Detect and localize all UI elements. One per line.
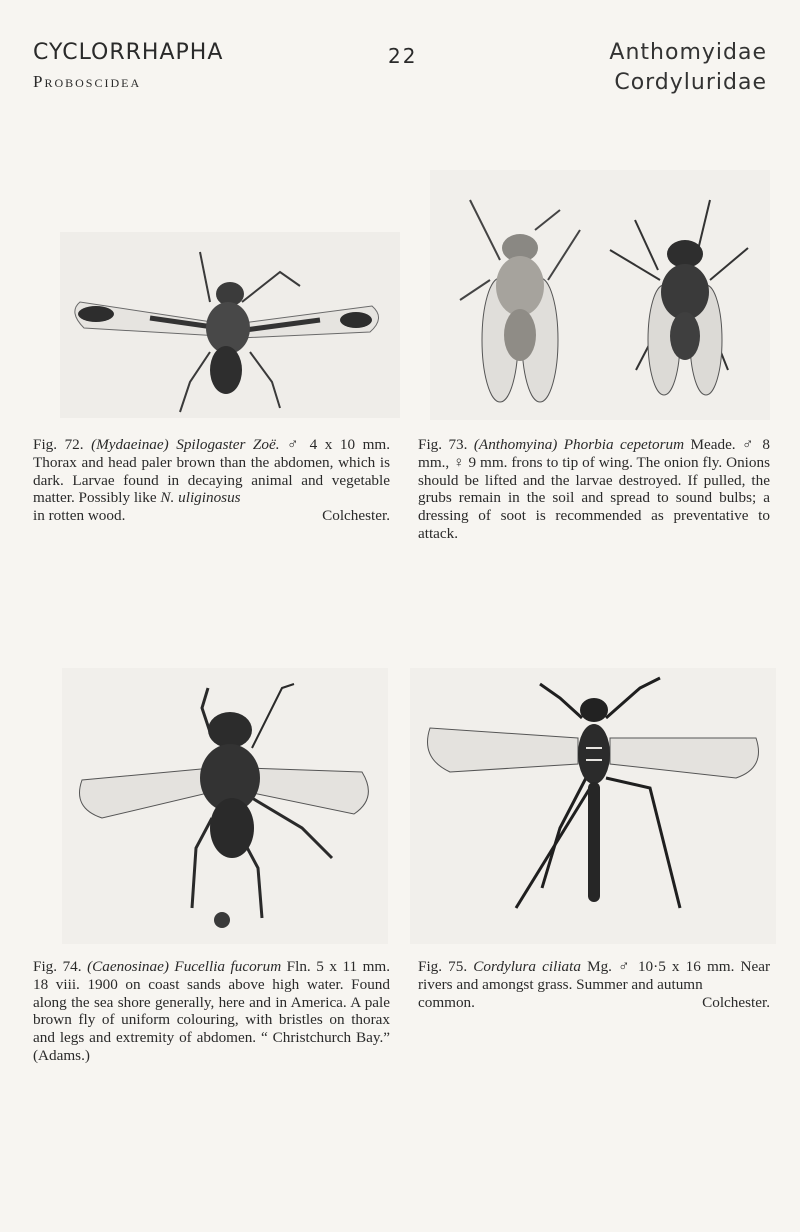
fig72-photo (60, 232, 400, 418)
fig75-body: ♂ 10·5 x 16 mm. Near rivers and amongst grass. Summer and autumn (418, 958, 770, 993)
fig75-end-text: common. (418, 993, 475, 1011)
fig74-species: Fucellia fucorum (174, 958, 282, 975)
fig75-location: Colchester. (702, 993, 770, 1011)
fly-spilogaster-illustration (60, 232, 400, 418)
fig73-author: Meade. (690, 436, 736, 453)
fig72-body: Thorax and head paler brown than the abdomen, which is dark. Larvae found in decaying animal and vegetable matter. Possibly like (33, 453, 390, 507)
fig74-family: (Caenosinae) (87, 958, 169, 975)
fig72-species: Spilogaster Zoë. (176, 436, 280, 453)
fig72-number: Fig. 72. (33, 436, 84, 453)
fig75-caption (418, 958, 770, 1011)
fig73-species: Phorbia cepetorum (563, 436, 685, 453)
fly-fucellia-illustration (62, 668, 388, 944)
fig72-size: ♂ 4 x 10 mm. (287, 436, 391, 453)
fly-cordylura-illustration (410, 668, 776, 944)
running-head-family-2: Cordyluridae (614, 70, 767, 95)
fig75-author: Mg. (587, 958, 612, 975)
fig74-number: Fig. 74. (33, 958, 82, 975)
running-head-suborder: Proboscidea (33, 72, 142, 91)
fig72-end-text: in rotten wood. (33, 507, 126, 525)
fig74-author: Fln. (286, 958, 311, 975)
fig72-family: (Mydaeinae) (91, 436, 169, 453)
fig73-photo (430, 170, 770, 420)
fig73-family: (Anthomyina) (473, 436, 558, 453)
fig73-caption (418, 436, 770, 543)
fig75-species: Cordylura ciliata (473, 958, 581, 975)
running-head-family-1: Anthomyidae (609, 40, 767, 65)
fig73-body: ♂ 8 mm., ♀ 9 mm. frons to tip of wing. The onion fly. Onions should be lifted and the larvae destroyed. If pulled, the grubs remain in the soil and spread to sound bulbs; a dressing of soot is recommended as preventative to attack. (418, 436, 771, 542)
fig74-body: 5 x 11 mm. 18 viii. 1900 on coast sands above high water. Found along the sea shore generally, here and in America. A pale brown fly of uniform colouring, with bristles on thorax and legs and extremity of abdomen. “ Christchurch Bay.” (Adams.) (33, 958, 391, 1064)
fly-phorbia-illustration (430, 170, 770, 420)
fig75-photo (410, 668, 776, 944)
fig74-photo (62, 668, 388, 944)
fig74-caption (33, 958, 390, 1065)
fig72-ref-species: N. uliginosus (160, 489, 241, 507)
running-head-order: CYCLORRHAPHA (33, 40, 224, 65)
fig72-caption (33, 436, 390, 525)
fig75-number: Fig. 75. (418, 958, 468, 975)
fig72-location: Colchester. (322, 507, 390, 525)
page-number: 22 (388, 44, 418, 68)
fig73-number: Fig. 73. (418, 436, 468, 453)
